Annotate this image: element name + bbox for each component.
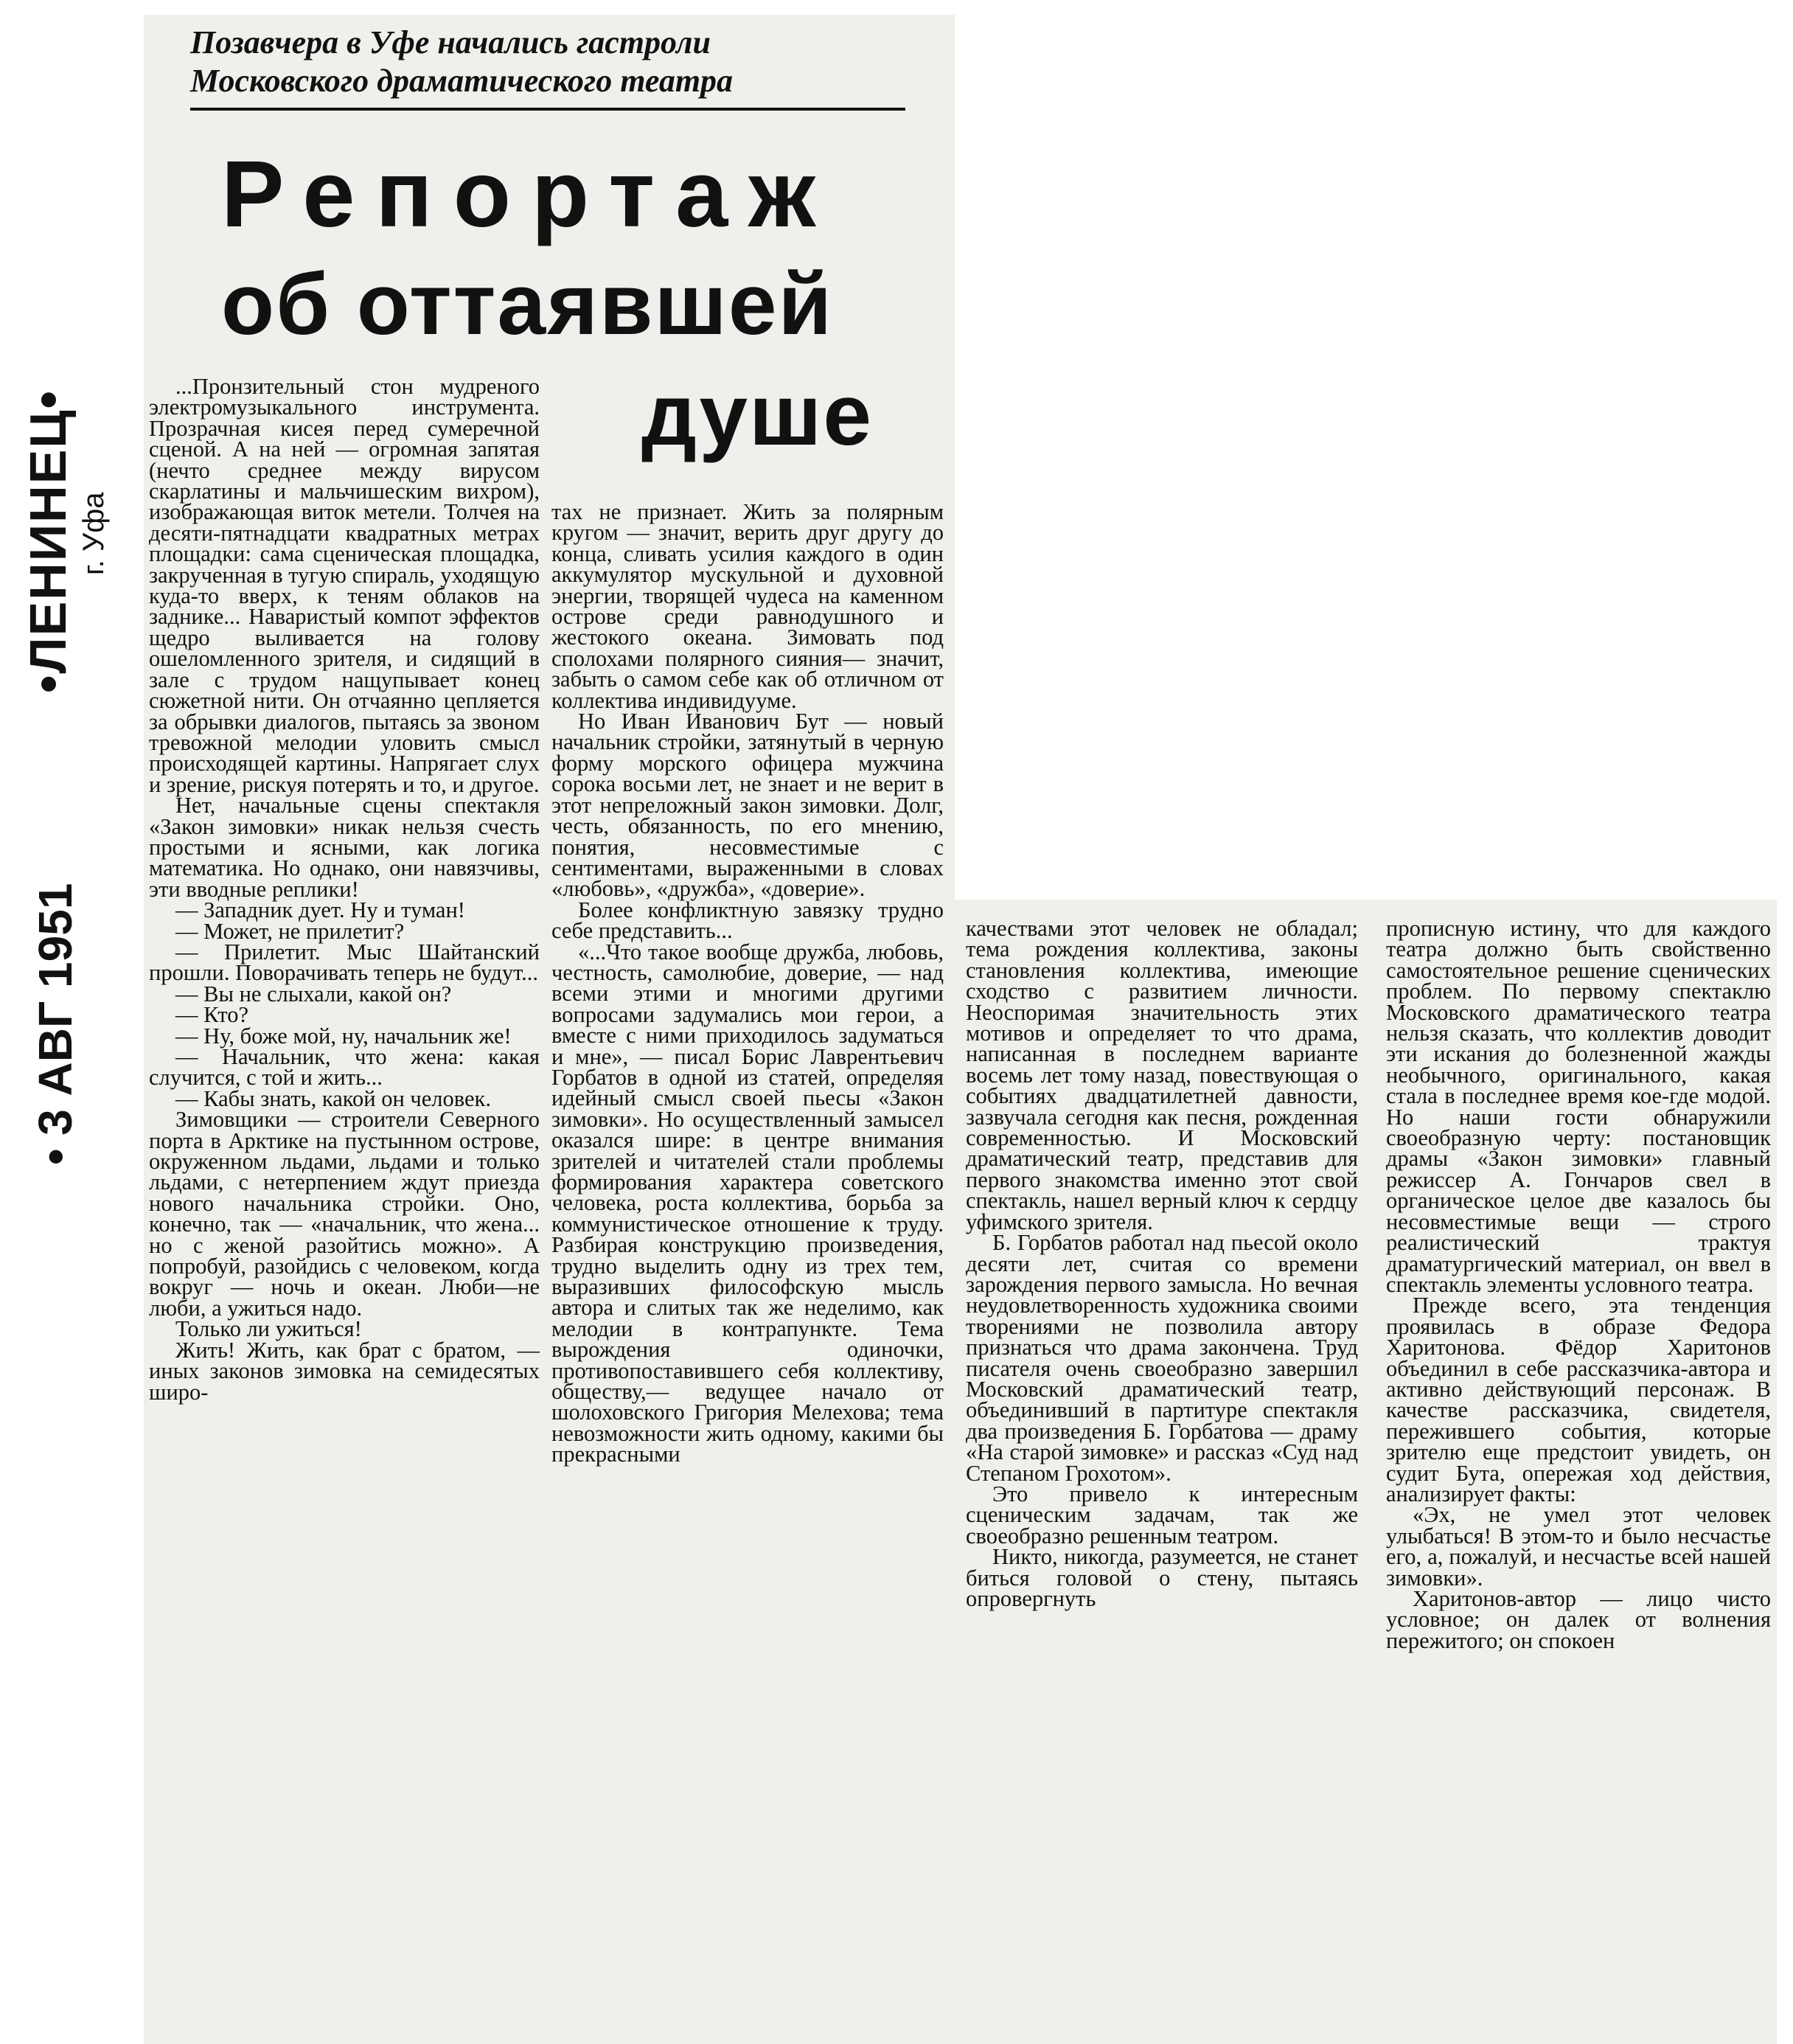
- dialogue-line: — Западник дует. Ну и туман!: [175, 897, 465, 923]
- paragraph: Никто, никогда, разумеется, не станет биться головой о стену, пытаясь опровергнуть: [966, 1544, 1358, 1611]
- date-stamp-text: • 3 АВГ 1951: [29, 883, 82, 1165]
- paragraph: Но Иван Иванович Бут — новый начальник стройки, затянутый в черную форму морского офицера мужчина сорока восьми лет, не знает и не верит в этот непреложный закон зимовки. Долг, честь, обязанность, по его мнению, понятия, несовместимые с сентиментами, выраженными в словах «любовь», «дружба», «доверие».: [551, 709, 944, 902]
- paragraph: Нет, начальные сцены спектакля «Закон зимовки» никак нельзя счесть простыми и ясными, как логика математика. Но однако, они навязчивы, эти вводные реплики!: [149, 793, 540, 902]
- paragraph: Это привело к интересным сценическим задачам, так же своеобразно решенным театром.: [966, 1481, 1358, 1548]
- paragraph: Жить! Жить, как брат с братом, — иных законов зимовка на семидесятых широ-: [149, 1337, 540, 1405]
- paragraph: ...Пронзительный стон мудреного электромузыкального инструмента. Прозрачная кисея перед сумеречной сценой. А на ней — огромная запятая (нечто среднее между вирусом скарлатины и мальчишеским вихром), изображающая виток метели. Толчея на десяти-пятнадцати квадратных метрах площадки: сама сценическая площадка, закрученная в тугую спираль, уходящую куда-то вверх, к теням облаков на заднике... Наваристый компот эффектов щедро выливается на голову ошеломленного зрителя, и сидящий в зале с трудом нащупывает конец сюжетной нити. Он отчаянно цепляется за обрывки диалогов, пытаясь за звоном тревожной мелодии уловить смысл происходящей картины. Напрягает слух и зрение, рискуя потерять и то, и другое.: [149, 376, 540, 797]
- dialogue-line: — Кто?: [175, 1002, 249, 1028]
- dialogue-line: — Кабы знать, какой он человек.: [175, 1085, 491, 1111]
- kicker-line-2: Московского драматического театра: [190, 63, 734, 99]
- newspaper-name: •ЛЕНИНЕЦ•: [19, 389, 77, 693]
- article-kicker: [190, 24, 927, 100]
- dialogue-line: — Прилетит. Мыс Шайтанский прошли. Поворачивать теперь не будут...: [149, 939, 540, 986]
- paragraph: Харитонов-автор — лицо чисто условное; он далек от волнения пережитого; он спокоен: [1386, 1586, 1771, 1653]
- newspaper-city: г. Уфа: [77, 492, 110, 575]
- kicker-line-1: Позавчера в Уфе начались гастроли: [190, 24, 711, 60]
- dialogue-line: — Может, не прилетит?: [175, 918, 405, 944]
- dialogue-line: — Вы не слыхали, какой он?: [175, 981, 452, 1007]
- paragraph: прописную истину, что для каждого театра должно быть свойственно самостоятельное решение сценических проблем. По первому спектаклю Московского драматического театра нельзя сказать, что коллектив доводит эти искания до болезненной жажды необычного, оригинального, какая стала в последнее время кое-где модой. Но наши гости обнаружили своеобразную черту: постановщик драмы «Закон зимовки» главный режиссер А. Гончаров свел в органическое целое две казалось бы несовместимые вещи — строго реалистический трактуя драматургический материал, он ввел в спектакль элементы условного театра.: [1386, 918, 1771, 1297]
- paragraph: Более конфликтную завязку трудно себе представить...: [551, 897, 944, 944]
- dialogue-line: — Начальник, что жена: какая случится, с той и жить...: [149, 1044, 540, 1091]
- paragraph: Зимовщики — строители Северного порта в Арктике на пустынном острове, окруженном льдами, льдами и только льдами, с нетерпением ждут приезда нового начальника стройки. Оно, конечно, так — «начальник, что жена... но с женой разойтись можно». А попробуй, разойдись с человеком, когда вокруг — ночь и океан. Люби—не люби, а ужиться надо.: [149, 1107, 540, 1321]
- date-stamp: [28, 841, 94, 1165]
- paragraph: Прежде всего, эта тенденция проявилась в образе Федора Харитонова. Фёдор Харитонов объединил в себе рассказчика-автора и активно действующий персонаж. В качестве рассказчика, свидетеля, пережившего события, которые зрителю еще предстоит увидеть, он судит Бута, опережая ход действия, анализирует факты:: [1386, 1293, 1771, 1506]
- headline-line-3: душе: [641, 366, 873, 464]
- paragraph: «Эх, не умел этот человек улыбаться! В этом-то и было несчастье его, а, пожалуй, и несчастье всей нашей зимовки».: [1386, 1502, 1771, 1591]
- paragraph: Б. Горбатов работал над пьесой около десяти лет, считая со времени зарождения первого замысла. Но вечная неудовлетворенность художника своими творениями не позволила автору признаться что драма закончена. Труд писателя очень своеобразно завершил Московский драматический театр, объединивший в партитуре спектакля два произведения Б. Горбатова — драму «На старой зимовке» и рассказ «Суд над Степаном Грохотом».: [966, 1230, 1358, 1486]
- paragraph: тах не признает. Жить за полярным кругом — значит, верить друг другу до конца, сливать усилия каждого в один аккумулятор мускульной и духовной энергии, творящей чудеса на каменном острове среди равнодушного и жестокого океана. Зимовать под сполохами полярного сияния— значит, забыть о самом себе как об отличном от коллектива индивидууме.: [551, 501, 944, 713]
- paragraph: качествами этот человек не обладал; тема рождения коллектива, законы становления коллектива, имеющие сходство с развитием личности. Неоспоримая значительность этих мотивов и определяет то что драма, написанная в последнем варианте восемь лет тому назад, повествующая о событиях двадцатилетней давности, зазвучала сегодня как песня, рожденная современностью. И Московский драматический театр, представив для первого знакомства именно этот свой спектакль, нашел верный ключ к сердцу уфимского зрителя.: [966, 918, 1358, 1234]
- article-column-2: [551, 501, 944, 2035]
- article-column-3: [966, 918, 1358, 2039]
- article-column-4: [1386, 918, 1771, 2039]
- headline-line-2: об оттаявшей: [221, 256, 834, 353]
- kicker-rule: [190, 108, 905, 111]
- paragraph: «...Что такое вообще дружба, любовь, честность, самолюбие, доверие, — над всеми этими и многими другими вопросами задумались мои герои, а вместе с ними приходилось задуматься и мне», — писал Борис Лаврентьевич Горбатов в одной из статей, определяя идейный смысл своей пьесы «Закон зимовки». Но осуществленный замысел оказался шире: в центре внимания зрителей и читателей стали проблемы формирования характера советского человека, роста коллектива, борьба за коммунистическое отношение к труду. Разбирая конструкцию произведения, трудно выделить одну из трех тем, выразивших философскую мысль автора и слитых так же неделимо, как мелодии в контрапункте. Тема вырождения одиночки, противопоставившего себя коллективу, обществу,— ведущее начало от шолоховского Григория Мелехова; тема невозможности жить одному, какими бы прекрасными: [551, 939, 944, 1467]
- paragraph: Только ли ужиться!: [175, 1316, 362, 1342]
- article-column-1: [149, 376, 540, 2035]
- dialogue-line: — Ну, боже мой, ну, начальник же!: [175, 1023, 512, 1049]
- headline-line-1: Репортаж: [221, 142, 836, 247]
